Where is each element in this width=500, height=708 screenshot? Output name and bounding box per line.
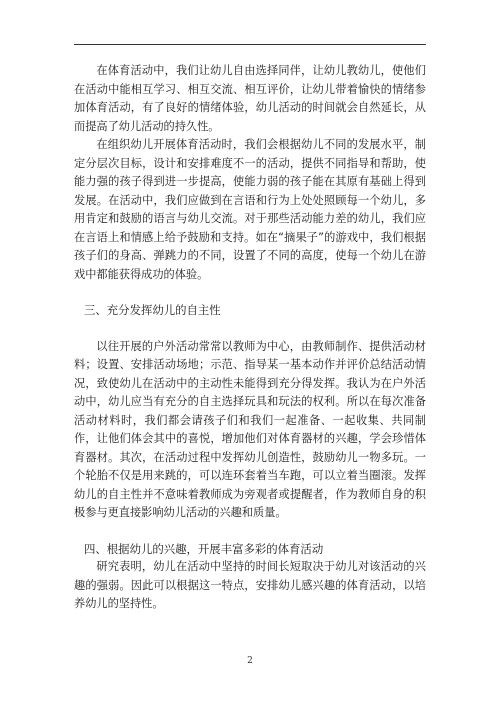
paragraph-group-4 — [74, 558, 426, 614]
paragraph: 在组织幼儿开展体育活动时，我们会根据幼儿不同的发展水平，制定分层次目标，设计和安排难度不一的活动，提供不同指导和帮助，使能力强的孩子得到进一步提高，使能力弱的孩子能在其原有基础上得到发展。在活动中，我们应做到在言语和行为上处处照顾每一个幼儿，多用肯定和鼓励的语言与幼儿交流。对于那些活动能力差的幼儿，我们应在言语上和情感上给予鼓励和支持。如在“摘果子”的游戏中，我们根据孩子们的身高、弹跳力的不同，设置了不同的高度，使每一个幼儿在游戏中都能获得成功的体验。 — [74, 138, 426, 281]
page-number: 2 — [247, 656, 253, 666]
paragraph: 在体育活动中，我们让幼儿自由选择同伴，让幼儿教幼儿，使他们在活动中能相互学习、相互交流、相互评价，让幼儿带着愉快的情绪参加体育活动，有了良好的情绪体验，幼儿活动的时间就会自然延长，从而提高了幼儿活动的持久性。 — [74, 64, 426, 133]
paragraph: 以往开展的户外活动常常以教师为中心，由教师制作、提供活动材料；设置、安排活动场地；示范、指导某一基本动作并评价总结活动情况，致使幼儿在活动中的主动性未能得到充分得发挥。我认为在户外活动中，幼儿应当有充分的自主选择玩具和玩法的权利。所以在每次准备活动材料时，我们都会请孩子们和我们一起准备、一起收集、共同制作，让他们体会其中的喜悦，增加他们对体育器材的兴趣，学会珍惜体育器材。其次，在活动过程中发挥幼儿创造性，鼓励幼儿一物多玩。一个轮胎不仅是用来跳的，可以连环套着当车跑，可以立着当圈滚。发挥幼儿的自主性并不意味着教师成为旁观者或提醒者，作为教师自身的积极参与更直接影响幼儿活动的兴趣和质量。 — [74, 339, 426, 519]
section-heading-4: 四、根据幼儿的兴趣，开展丰富多彩的体育活动 — [84, 541, 324, 556]
document-body — [74, 62, 426, 614]
paragraph-group-top — [74, 62, 426, 284]
section-heading-3: 三、充分发挥幼儿的自主性 — [84, 303, 221, 317]
paragraph-group-3 — [74, 338, 426, 523]
header-rule — [74, 44, 426, 45]
paragraph: 研究表明，幼儿在活动中坚持的时间长短取决于幼儿对该活动的兴趣的强弱。因此可以根据这一特点，安排幼儿感兴趣的体育活动，以培养幼儿的坚持性。 — [74, 560, 426, 610]
